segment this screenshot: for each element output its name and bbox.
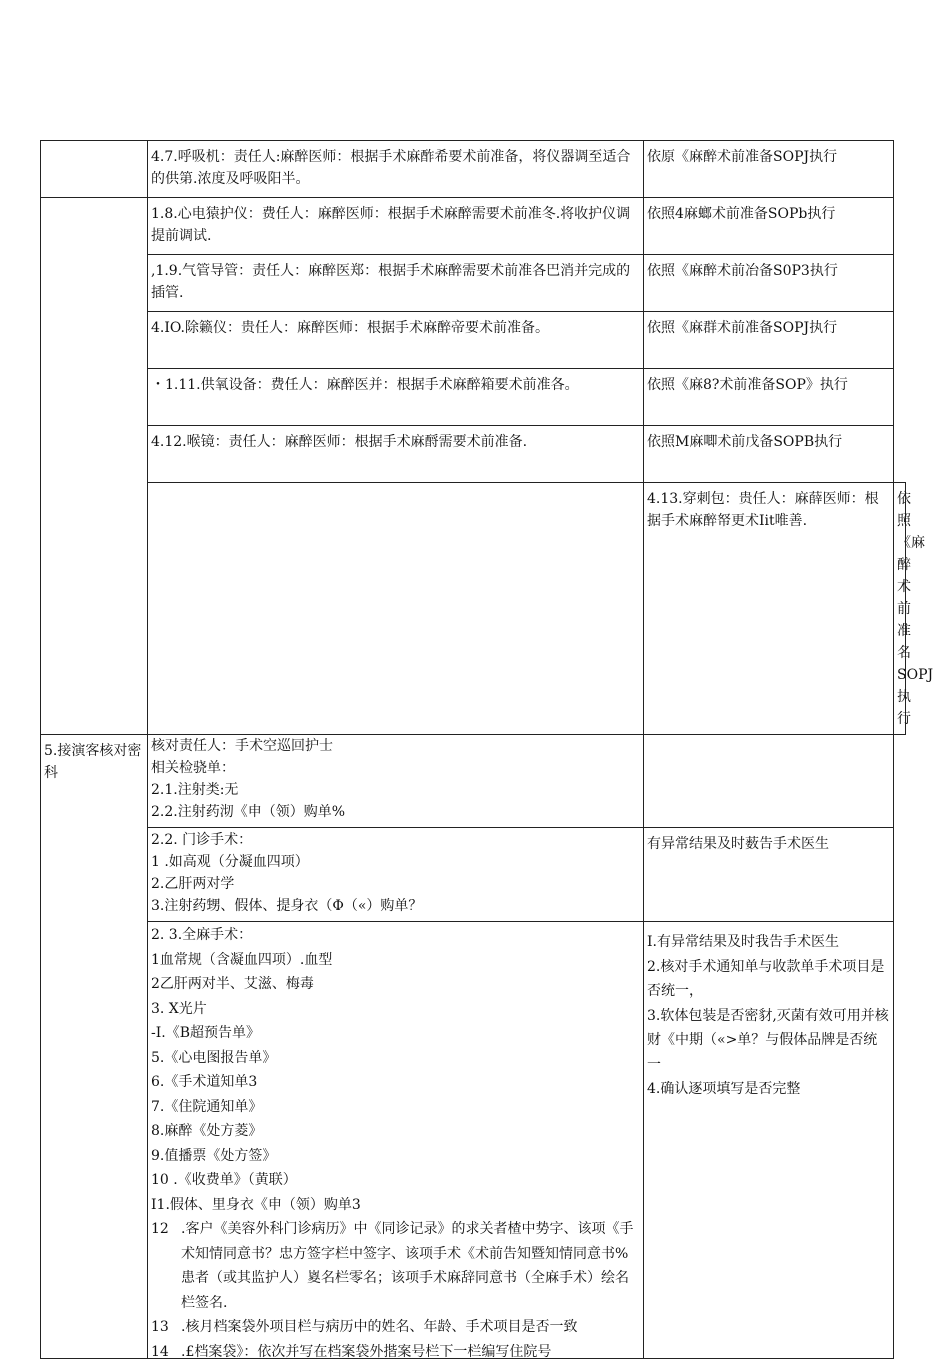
table-row xyxy=(41,483,906,735)
section5-intro: 核对责任人：手术空巡回护士 相关检骁单： 2.1.注射类:无 2.2.注射药沏《申（领）购单% xyxy=(148,735,644,828)
table-row xyxy=(41,828,906,922)
item-content: 4.13.穿刺包：贵任人：麻薛医师：根据手术麻醉帑更术Iit唯善. xyxy=(644,483,894,735)
item-content: ・1.11.供氧设备：费任人：麻醉医并：根据手术麻醉箱要术前准各。 xyxy=(148,369,644,426)
outpatient-note: 有异常结果及时薮告手术医生 xyxy=(644,828,894,922)
item-content: 1.8.心电猿护仪：费任人：麻醉医师：根据手术麻醉需要术前准冬.将收护仪调提前调试. xyxy=(148,198,644,255)
section-title: 5.接演客核对密科 xyxy=(41,735,148,1359)
general-notes: I.有异常结果及时我告手术医生 2.核对手术通知单与收款单手术项目是否统一， 3.软体包装是否密豺,灭菌有效可用并核财《中期（«>单？与假体品牌是否统一 4.确认逐项填写是否完整 xyxy=(644,922,894,1359)
table-row xyxy=(41,735,906,828)
item-content: 4.7.呼吸机：责任人:麻醉医师：根据手术麻酢希要术前准备，将仪器调至适合的供第.浓度及呼吸阳半。 xyxy=(148,141,644,198)
item-note: 依照《麻8?术前准备SOP》执行 xyxy=(644,369,894,426)
list-item: 14 .£档案袋》：依次并写在档案袋外揩案号栏下一栏编写住院号 xyxy=(151,1343,552,1360)
outpatient-content: 2.2. 门诊手术： 1 .如高观（分凝血四项） 2.乙肝两对学 3.注射药甥、假体、提身衣（Φ（«）购单？ xyxy=(148,828,644,922)
item-note: 依照《麻群术前准备SOPJ执行 xyxy=(644,312,894,369)
table-row xyxy=(41,198,906,255)
table-row xyxy=(41,426,906,483)
item-content: ,1.9.气管导管：责任人：麻醉医郑：根据手术麻醉需要术前准各巴消并完成的插管. xyxy=(148,255,644,312)
list-item: 13 .核月档案袋外项目栏与病历中的姓名、年龄、手术项目是否一致 xyxy=(151,1319,578,1335)
section-cell xyxy=(148,483,644,735)
item-note: 依照《麻醉术前冶备S0P3执行 xyxy=(644,255,894,312)
section-cell xyxy=(41,141,148,198)
item-note: 依照4麻螂术前准备SOPb执行 xyxy=(644,198,894,255)
table-row xyxy=(41,255,906,312)
section-cell xyxy=(41,198,148,735)
table-row xyxy=(41,141,906,198)
item-note: 依原《麻醉术前准备SOPJ执行 xyxy=(644,141,894,198)
section5-intro-note xyxy=(644,735,894,828)
table-row xyxy=(41,922,906,1359)
table-row xyxy=(41,312,906,369)
general-content: 2. 3.全麻手术： 1血常规（含凝血四项）.血型 2乙肝两对半、艾滋、梅毒 3. X光片 -I.《B超预告单》 5.《心电图报告单》 6.《手术道知单3 7.《住院通知单》 8.麻醉《处方菱》 9.值播票《处方签》 10 .《收费单》（黄联） I1.假体、里身衣《申（领）购单3 12 .客户《美容外科门诊病历》中《同诊记录》的求关者楂中势字、该项《手术知情同意书？忠方签字栏中签字、该项手术《术前告知暨知情同意书%患者（或其监护人）嵏名栏零名；该项手术麻辞同意书（全麻手术）绘名栏签名. 13 .核月档案袋外项目栏与病历中的姓名、年龄、手术项目是否一致 14 .£档案袋》：依次并写在档案袋外揩案号栏下一栏编写住院号 xyxy=(148,922,644,1359)
table-row xyxy=(41,369,906,426)
item-content: 4.IO.除籁仪：贵任人：麻醉医师：根据手术麻醉帝要术前准备。 xyxy=(148,312,644,369)
list-item: 12 .客户《美容外科门诊病历》中《同诊记录》的求关者楂中势字、该项《手术知情同意书？忠方签字栏中签字、该项手术《术前告知暨知情同意书%患者（或其监护人）嵏名栏零名；该项手术麻辞同意书（全麻手术）绘名栏签名. xyxy=(151,1221,634,1311)
procedure-table xyxy=(40,140,933,1360)
item-note: 依照M麻唧术前戊备SOPB执行 xyxy=(644,426,894,483)
item-note: 依照《麻醉术前准名SOPJ执行 xyxy=(894,483,906,735)
item-content: 4.12.喉镜：责任人：麻醉医师：根据手术麻酹需要术前准备. xyxy=(148,426,644,483)
